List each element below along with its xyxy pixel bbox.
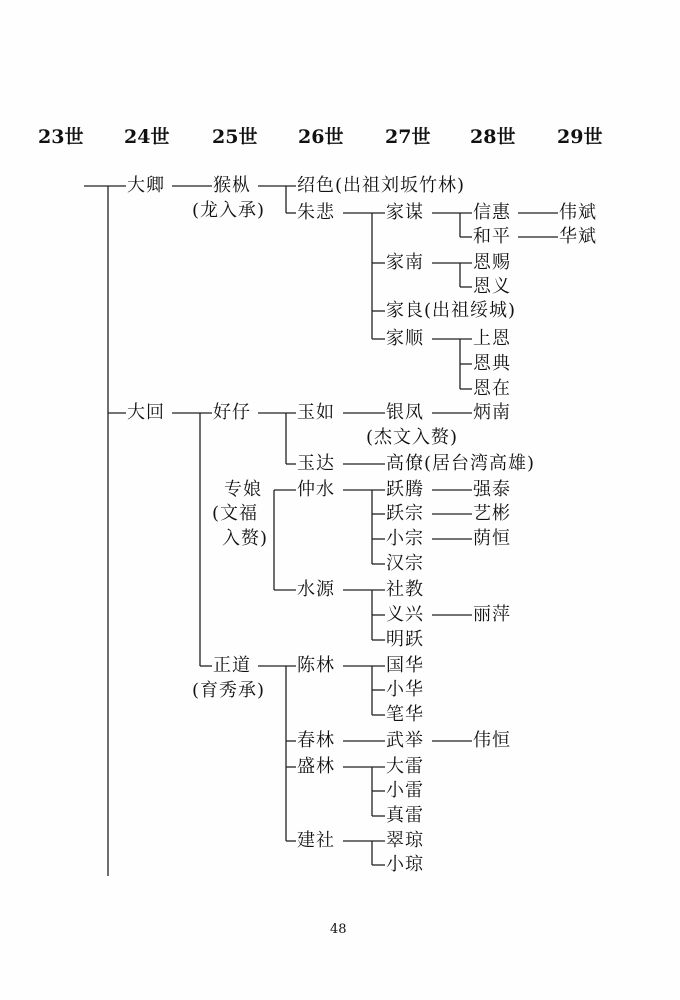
name-zhenlei: 真雷 bbox=[386, 805, 424, 826]
name-daqing: 大卿 bbox=[127, 175, 165, 196]
name-yuezong: 跃宗 bbox=[386, 503, 424, 524]
generation-23: 23世 bbox=[38, 126, 84, 148]
name-xinhui: 信惠 bbox=[473, 202, 511, 223]
name-yibin: 艺彬 bbox=[473, 503, 511, 524]
name-mingyue: 明跃 bbox=[386, 629, 424, 650]
name-xiaozong: 小宗 bbox=[386, 528, 424, 549]
name-jianan: 家南 bbox=[386, 252, 424, 273]
name-shenglin: 盛林 bbox=[297, 756, 335, 777]
name-hanzong: 汉宗 bbox=[386, 553, 424, 574]
name-xiaohua: 小华 bbox=[386, 679, 424, 700]
name-enci: 恩赐 bbox=[473, 252, 511, 273]
name-endian: 恩典 bbox=[473, 353, 511, 374]
name-guohua: 国华 bbox=[386, 655, 424, 676]
name-enyi: 恩义 bbox=[473, 276, 511, 297]
note-jiewen: (杰文入赘) bbox=[366, 427, 459, 448]
note-wenfu-1: (文福 bbox=[212, 503, 259, 524]
name-shuiyuan: 水源 bbox=[297, 579, 335, 600]
name-dalei: 大雷 bbox=[386, 756, 424, 777]
page-number: 48 bbox=[330, 922, 347, 937]
name-cuiqiong: 翠琼 bbox=[386, 830, 424, 851]
name-gaoliao: 高僚(居台湾高雄) bbox=[386, 453, 536, 474]
generation-25: 25世 bbox=[212, 126, 258, 148]
name-houzong: 猴枞 bbox=[213, 175, 251, 196]
name-yinfeng: 银凤 bbox=[386, 402, 424, 423]
note-yuxiu: (育秀承) bbox=[192, 680, 266, 701]
name-jiamou: 家谋 bbox=[386, 202, 424, 223]
name-xiaolei: 小雷 bbox=[386, 780, 424, 801]
name-xiaoqiong: 小琼 bbox=[386, 854, 424, 875]
name-chenlin: 陈林 bbox=[297, 655, 335, 676]
name-dahui: 大回 bbox=[127, 402, 165, 423]
name-yuda: 玉达 bbox=[297, 453, 335, 474]
generation-27: 27世 bbox=[385, 126, 431, 148]
generation-26: 26世 bbox=[298, 126, 344, 148]
name-zhubei: 朱悲 bbox=[297, 202, 335, 223]
name-heping: 和平 bbox=[473, 226, 511, 247]
name-yixing: 义兴 bbox=[386, 604, 424, 625]
note-wenfu-2: 入赘) bbox=[222, 528, 269, 549]
name-weibin: 伟斌 bbox=[559, 202, 597, 223]
name-shaose: 绍色(出祖刘坂竹林) bbox=[297, 175, 466, 196]
name-chunlin: 春林 bbox=[297, 730, 335, 751]
name-bingnan: 炳南 bbox=[473, 402, 511, 423]
name-qiangtai: 强泰 bbox=[473, 479, 511, 500]
name-zhuanniang: 专娘 bbox=[224, 479, 262, 500]
name-shejiao: 社教 bbox=[386, 579, 424, 600]
note-longru: (龙入承) bbox=[192, 200, 266, 221]
name-jianshe: 建社 bbox=[297, 830, 335, 851]
generation-29: 29世 bbox=[557, 126, 603, 148]
generation-28: 28世 bbox=[470, 126, 516, 148]
name-zhengdao: 正道 bbox=[213, 655, 251, 676]
name-huabin: 华斌 bbox=[559, 226, 597, 247]
name-yueteng: 跃腾 bbox=[386, 479, 424, 500]
name-shangen: 上恩 bbox=[473, 328, 511, 349]
name-haozai: 好仔 bbox=[213, 402, 251, 423]
name-enzai: 恩在 bbox=[473, 378, 511, 399]
name-jiashun: 家顺 bbox=[386, 328, 424, 349]
generation-24: 24世 bbox=[124, 126, 170, 148]
name-wuju: 武举 bbox=[386, 730, 424, 751]
name-jialiang: 家良(出祖绥城) bbox=[386, 300, 517, 321]
name-zhongshui: 仲水 bbox=[297, 479, 335, 500]
name-bihua: 笔华 bbox=[386, 704, 424, 725]
name-yuru: 玉如 bbox=[297, 402, 335, 423]
name-weiheng: 伟恒 bbox=[473, 730, 511, 751]
name-liping: 丽萍 bbox=[473, 604, 511, 625]
name-yinheng: 荫恒 bbox=[473, 528, 511, 549]
